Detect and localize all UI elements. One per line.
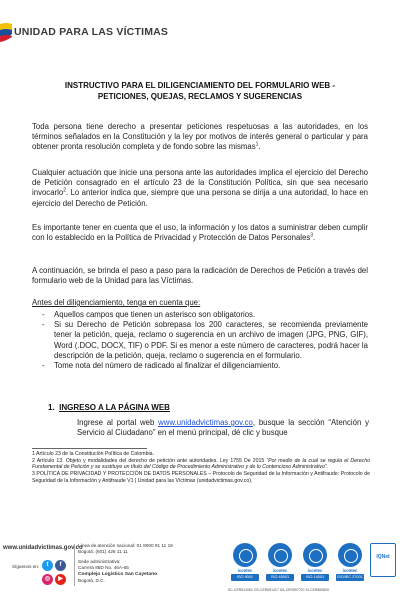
section-1-text-before: Ingrese al portal web xyxy=(77,418,159,427)
document-title-line-1: INSTRUCTIVO PARA EL DILIGENCIAMIENTO DEL FORMULARIO WEB - xyxy=(64,81,336,90)
cert-brand: icontec xyxy=(307,568,323,573)
footer-website: www.unidadvictimas.gov.co xyxy=(3,545,83,551)
footnote-ref-2: 2 xyxy=(63,187,66,194)
icontec-iso-45001-badge xyxy=(263,543,297,581)
follow-us-label: Síguenos en: xyxy=(12,564,40,569)
bullet-marker: - xyxy=(42,361,45,371)
contact-address: Carrera 85D No. 46A-65 xyxy=(78,565,129,571)
cert-iso: ISO 14001 xyxy=(301,574,329,581)
contact-national-line: Línea de atención nacional: 01 8000 91 11 19 xyxy=(78,543,173,548)
iqnet-badge xyxy=(370,543,396,577)
section-1-number: 1. xyxy=(48,403,55,412)
page-footer xyxy=(0,538,400,600)
footnote-2-italic: “Por medio de la cual se regula el Derecho Fundamental de Petición y se sustituye un título del Código de Procedimiento Administrativo y de lo Contencioso Administrativo”. xyxy=(32,457,370,471)
footnote-2-text: 2 Artículo 13. Objeto y modalidades del derecho de petición ante autoridades. Ley 1755 De 2015 xyxy=(32,457,267,464)
bullet-marker: - xyxy=(42,310,45,319)
unidad-victimas-logo-icon xyxy=(0,22,12,42)
list-item xyxy=(32,310,368,320)
contact-sede-label: Sede administrativa: xyxy=(78,559,121,565)
certificate-numbers: SC-CER512062 OS-CER591417 SA-CER597700 SI-CER569809 xyxy=(228,588,329,592)
document-title xyxy=(30,80,370,102)
paragraph-2 xyxy=(32,168,368,209)
contact-complex: Complejo Logístico San Cayetano xyxy=(78,572,158,578)
facebook-icon[interactable]: f xyxy=(55,560,66,571)
icontec-icon xyxy=(268,543,292,567)
cert-iso: ISO 9001 xyxy=(231,574,259,581)
section-1-title: INGRESO A LA PÁGINA WEB xyxy=(59,403,170,412)
section-1-paragraph xyxy=(77,418,369,438)
section-1-heading xyxy=(48,403,170,412)
instagram-icon[interactable]: ◎ xyxy=(42,574,53,585)
footnote-divider xyxy=(32,448,147,449)
youtube-icon[interactable]: ▶ xyxy=(55,574,66,585)
footnotes xyxy=(32,451,370,485)
footnote-ref-1: 1 xyxy=(255,141,259,148)
cert-iso: ISO 45001 xyxy=(266,574,294,581)
paragraph-3 xyxy=(32,223,368,243)
requirements-list xyxy=(32,310,368,371)
document-title-line-2: PETICIONES, QUEJAS, RECLAMOS Y SUGERENCIAS xyxy=(97,92,303,101)
list-item-text: Si su Derecho de Petición sobrepasa los 200 caracteres, se recomienda previamente tener la petición, queja, reclamo o sugerencia en un archivo de imagen (JPG, PNG, GIF), Word (.DOC, DOCX, TIF) o PDF. Si es menor a este número de caracteres, podrá hacer la descripción de la petición, queja, reclamo o sugerencia en el formulario. xyxy=(54,320,368,360)
contact-city: Bogotá, D.C. xyxy=(78,578,105,584)
cert-brand: icontec xyxy=(342,568,358,573)
cert-brand: icontec xyxy=(237,568,253,573)
paragraph-3-text-b: . xyxy=(313,233,316,243)
list-item-text: Aquellos campos que tienen un asterisco son obligatorios. xyxy=(54,310,256,319)
paragraph-2-text-b: . Lo anterior indica que, siempre que una persona se dirija a una autoridad, lo hace en ejercicio del Derecho de Petición. xyxy=(32,188,368,208)
icontec-iso-27001-badge xyxy=(333,543,367,581)
paragraph-1: Toda persona tiene derecho a presentar peticiones respetuosas a las autoridades, en los términos señalados en la Constitución y la ley por motivos de interés general o particular y para obtener pronta resolución completa y de fondo sobre las mismas$^1$. xyxy=(32,122,368,152)
logo-text: UNIDAD PARA LAS VÍCTIMAS xyxy=(14,26,169,38)
icontec-icon xyxy=(303,543,327,567)
footnote-1: 1 Artículo 23 de la Constitución Política de Colombia. xyxy=(32,451,154,457)
twitter-icon[interactable]: t xyxy=(42,560,53,571)
portal-link[interactable]: www.unidadvictimas.gov.co xyxy=(158,418,253,427)
footnote-ref-3: 3 xyxy=(310,232,314,239)
footer-divider xyxy=(74,544,75,586)
cert-brand: icontec xyxy=(272,568,288,573)
icontec-iso-9001-badge xyxy=(228,543,262,581)
icontec-icon xyxy=(233,543,257,567)
footer-contact xyxy=(78,543,173,585)
icontec-iso-14001-badge xyxy=(298,543,332,581)
list-item xyxy=(32,361,368,371)
cert-iso: ISO/IEC 27001 xyxy=(337,575,363,579)
footnote-2 xyxy=(32,458,370,471)
paragraph-5-underlined: Antes del diligenciamiento, tenga en cuenta que: xyxy=(32,298,201,307)
paragraph-4: A continuación, se brinda el paso a paso para la radicación de Derechos de Petición a través del formulario web de la Unidad para las Víctimas. xyxy=(32,266,368,286)
paragraph-2-text-a: Cualquier actuación que inicie una persona ante las autoridades implica el ejercicio del Derecho de Petición consagrado en el artículo 23 de la Constitución Política, sin que sea necesario invocarlo xyxy=(32,168,368,198)
paragraph-3-text-a: Es importante tener en cuenta que el uso, la información y los datos a suministrar deben cumplir con lo establecido en la Política de Privacidad y Protección de Datos Personales xyxy=(32,223,368,243)
footnote-3: 3 POLÍTICA DE PRIVACIDAD Y PROTECCIÓN DE DATOS PERSONALES – Protocolo de Seguridad de la Información y Antifraude: Protocolo de Seguridad de la Información y Antifraude V1 | Unidad para las Víctimas (unidadvictimas.gov.co). xyxy=(32,471,370,484)
iqnet-label: IQNet xyxy=(376,554,390,560)
paragraph-1-text: Toda persona tiene derecho a presentar peticiones respetuosas a las autoridades, en los términos señalados en la Constitución y la ley por motivos de interés general o particular y para obtener pronta resolución completa y de fondo sobre las mismas xyxy=(32,122,368,152)
section-1-text-after: , busque la sección “Atención y Servicio al Ciudadano” en el menú principal, dé clic y busque xyxy=(77,418,369,438)
list-item-text: Tome nota del número de radicado al finalizar el diligenciamiento. xyxy=(54,361,281,371)
page-header xyxy=(0,0,400,62)
list-item xyxy=(32,320,368,361)
icontec-icon xyxy=(338,543,362,567)
contact-bogota-line: Bogotá: (601) 426 11 11 xyxy=(78,549,128,555)
bullet-marker: - xyxy=(42,320,45,330)
